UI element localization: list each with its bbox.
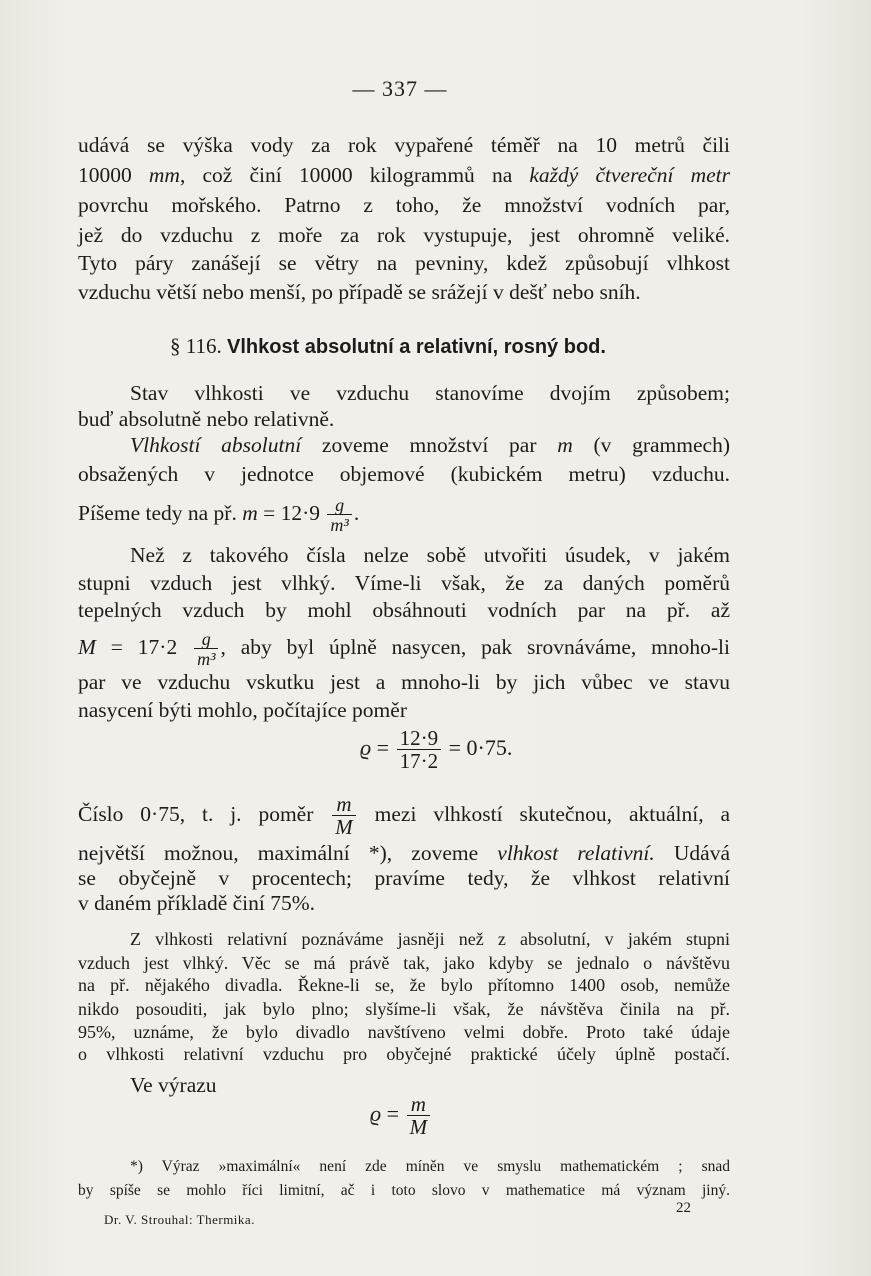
small-text-line: na př. nějakého divadla. Řekne-li se, že bylo přítomno 1400 osob, nemůže xyxy=(78,975,730,995)
fraction: $\frac{g}{\text{m³}}$ xyxy=(194,630,218,668)
text-line: par ve vzduchu vskutku jest a mnoho-li by jich vůbec ve stavu xyxy=(78,670,730,694)
small-text-line: o vlhkosti relativní vzduchu pro obyčejné praktické účely úplně postačí. xyxy=(78,1044,730,1064)
page-number: — 337 — xyxy=(352,76,448,101)
small-text-line: Z vlhkosti relativní poznáváme jasněji než z absolutní, v jakém stupni xyxy=(130,929,730,949)
footnote-line: *) Výraz »maximální« není zde míněn ve smyslu mathematickém ; snad xyxy=(130,1158,730,1175)
text-line: tepelných vzduch by mohl obsáhnouti vodních par na př. až xyxy=(78,598,730,622)
small-text-line: vzduch jest vlhký. Věc se má právě tak, jako kdyby se jednalo o návštěvu xyxy=(78,953,730,973)
text-line: Stav vlhkosti ve vzduchu stanovíme dvojím způsobem; xyxy=(130,381,730,405)
fraction: $\frac{12\cdot 9}{17\cdot 2}$ xyxy=(397,728,442,772)
footnote-line: by spíše se mohlo říci limitní, ač i toto slovo v mathematice má význam jiný. xyxy=(78,1182,730,1199)
text-line: Než z takového čísla nelze sobě utvořiti úsudek, v jakém xyxy=(130,543,730,567)
text-line: v daném příkladě činí 75%. xyxy=(78,891,316,915)
text-line: největší možnou, maximální *), zoveme vlhkost relativní. Udává xyxy=(78,841,730,865)
text-line: buď absolutně nebo relativně. xyxy=(78,407,335,431)
fraction: $\frac{g}{\text{m³}}$ xyxy=(327,496,351,534)
small-text-line: nikdo posouditi, jak bylo plno; slyšíme-li však, že návštěva činila na př. xyxy=(78,999,730,1019)
text-line: Ve výrazu xyxy=(130,1073,217,1097)
sheet-number: 22 xyxy=(676,1200,691,1216)
text-line: Tyto páry zanášejí se větry na pevniny, kdež způsobují vlhkost xyxy=(78,251,730,275)
formula-relative-humidity: ϱ = $\frac{12\cdot 9}{17\cdot 2}$ = 0·75. xyxy=(360,726,513,773)
text-line: stupni vzduch jest vlhký. Víme-li však, že za daných poměrů xyxy=(78,571,730,595)
text-line: nasycení býti mohlo, počítajíce poměr xyxy=(78,698,407,722)
formula-rho: ϱ = $\frac{m}{M}$ xyxy=(370,1094,432,1138)
printer-signature: Dr. V. Strouhal: Thermika. xyxy=(104,1212,255,1227)
text-line: jež do vzduchu z moře za rok vystupuje, jest ohromně veliké. xyxy=(78,223,730,247)
small-text-line: 95%, uznáme, že bylo divadlo navštíveno velmi dobře. Proto také údaje xyxy=(78,1022,730,1042)
section-heading xyxy=(170,334,606,359)
text-line: se obyčejně v procentech; pravíme tedy, že vlhkost relativní xyxy=(78,866,730,890)
text-line: povrchu mořského. Patrno z toho, že množství vodních par, xyxy=(78,193,730,217)
text-line: 10000 mm, což činí 10000 kilogrammů na každý čtvereční metr xyxy=(78,163,731,187)
fraction: $\frac{m}{M}$ xyxy=(332,794,356,838)
text-line: Vlhkostí absolutní zoveme množství par m (v grammech) xyxy=(130,433,730,457)
section-title: Vlhkost absolutní a relativní, rosný bod. xyxy=(226,336,606,358)
text-line: Číslo 0·75, t. j. poměr $\frac{m}{M}$ mezi vlhkostí skutečnou, aktuální, a xyxy=(78,792,731,839)
text-line: obsažených v jednotce objemové (kubickém metru) vzduchu. xyxy=(78,462,730,486)
section-number: § 116. xyxy=(170,334,222,358)
text-line: Píšeme tedy na př. m = 12·9 $\frac{g}{\text{m³}}$ . xyxy=(78,495,360,535)
text-line: M = 17·2 $\frac{g}{\text{m³}}$ , aby byl úplně nasycen, pak srovnáváme, mnoho-li xyxy=(78,629,730,669)
text-line: vzduchu větší nebo menší, po případě se srážejí v dešť nebo sníh. xyxy=(78,280,641,304)
text-line: udává se výška vody za rok vypařené téměř na 10 metrů čili xyxy=(78,133,730,157)
fraction: $\frac{m}{M}$ xyxy=(407,1094,431,1138)
